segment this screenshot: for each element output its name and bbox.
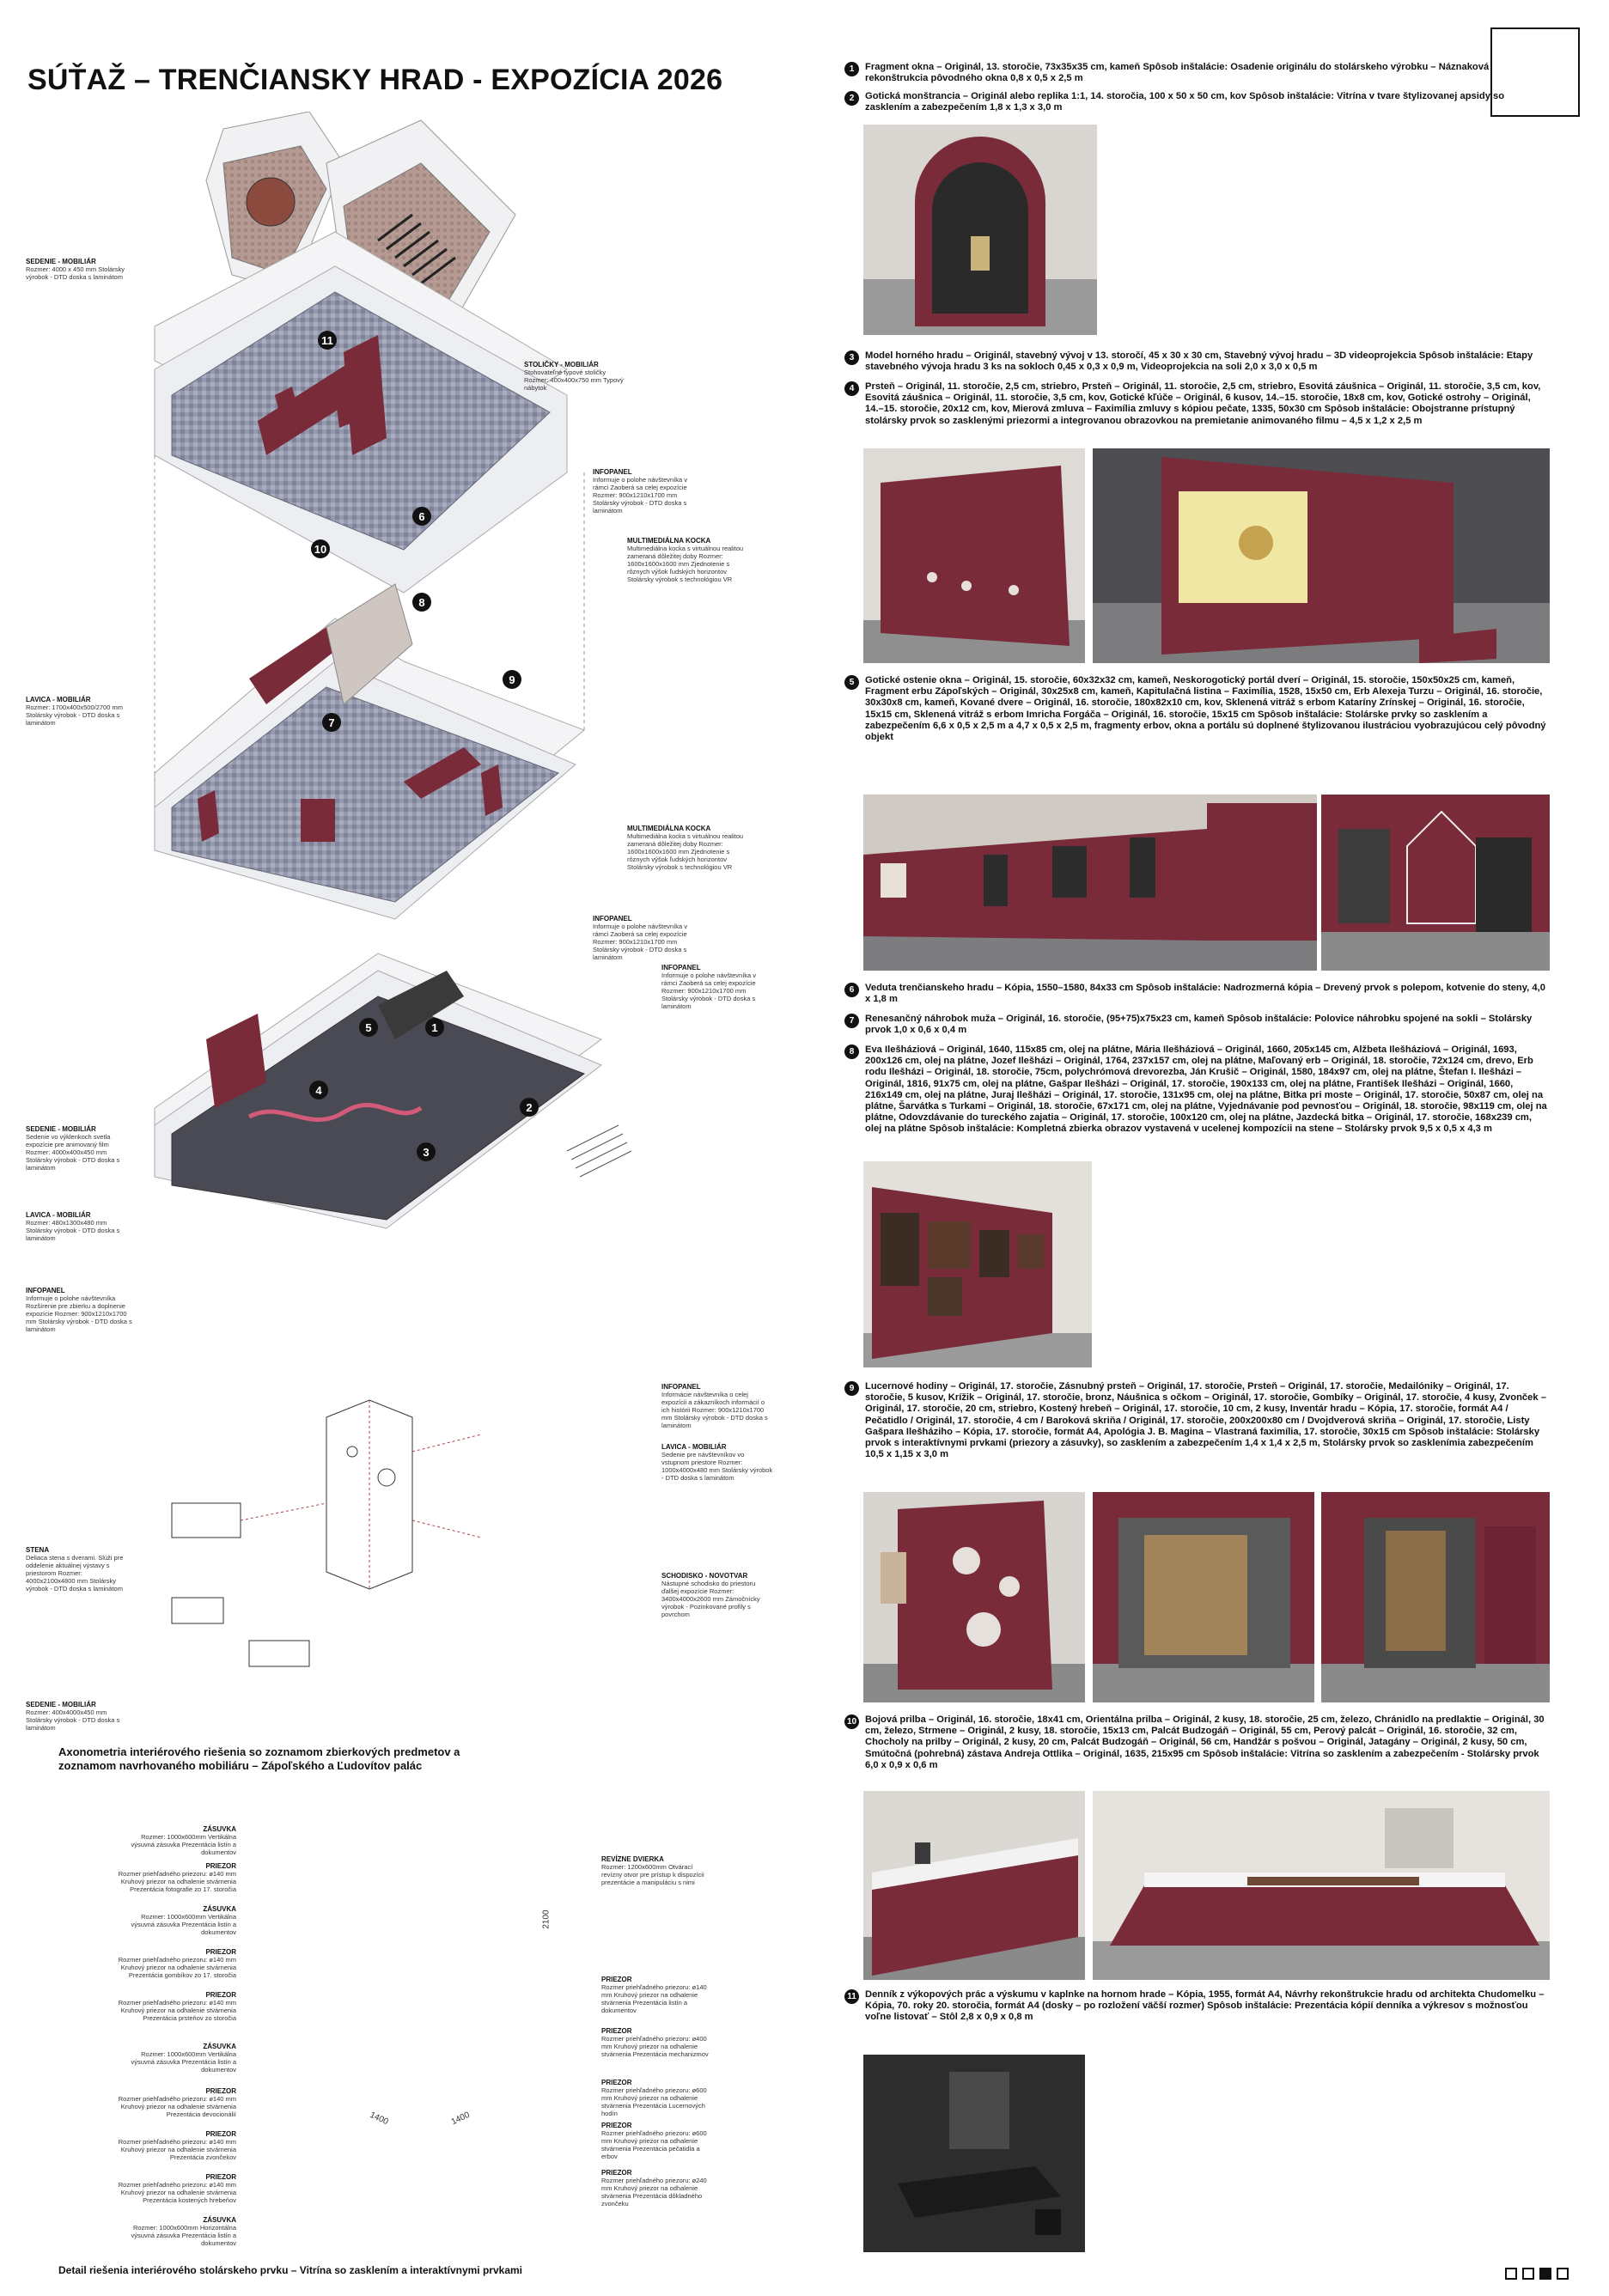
dimension-depth: 1400 [449, 2110, 472, 2128]
render-gothic-wall-b [1321, 795, 1550, 971]
annotation: STOLIČKY - MOBILIÁR Stohovateľné typové stoličky Rozmer: 400x400x750 mm Typový nábytok [524, 361, 624, 392]
list-item [844, 675, 1549, 743]
page-indicator-square [1557, 2268, 1569, 2280]
floor-zapolsky-2 [155, 232, 567, 593]
annotation: INFOPANEL Informuje o polohe návštevníka Rozšírenie pre zbierku a doplnenie expozície Rozmer: 900x1210x1700 mm Stolársky výrobok - DTD doska s laminátom [26, 1287, 132, 1333]
item-text: Gotické ostenie okna – Originál, 15. storočie, 60x32x32 cm, kameň, Neskorogotický portál dverí – Originál, 15. storočie, 150x50x25 cm, kameň, Fragment erbu Zápoľských – Originál, 30x25x8 cm, kameň, Kapitulačná listina – Faximília, 1528, 15x50 cm, Erb Alexeja Turzu – Originál, 16. storočie, 30x30x8 cm, kameň, Kované dvere – Originál, 16. storočie, 180x82x10 cm, kov, Sklenená vitráž s erbom Kataríny Zrínskej – Originál, 16. storočie, 15x15 cm, Sklenená vitráž s erbom Imricha Forgáča – Originál, 16. storočie, 15x15 cm Spôsob inštalácie: Stolárske prvky so zasklením a zabezpečením 6,6 x 0,5 x 2,5 m a 4,7 x 0,5 x 2,5 m, fragmenty erbov, okna a portálu sú doplnené štylizovanou ilustráciou vyobrazujúcou celý pôvodný objekt [865, 675, 1546, 743]
render-painting-wall [863, 1161, 1092, 1367]
render-chapel-table [863, 2055, 1085, 2252]
list-item [844, 1381, 1549, 1460]
annotation: LAVICA - MOBILIÁR Rozmer: 1700x400x500/2700 mm Stolársky výrobok - DTD doska s laminátom [26, 696, 123, 727]
render-cabinet-a [863, 1492, 1085, 1702]
annotation: LAVICA - MOBILIÁR Rozmer: 480x1300x480 mm Stolársky výrobok - DTD doska s laminátom [26, 1211, 120, 1242]
detail-label: REVÍZNE DVIERKA Rozmer: 1200x600mm Otvárací revízny otvor pre prístup k dispozícii prezentácie a manipuláciu s nimi [601, 1855, 704, 1886]
detail-label: PRIEZOR Rozmer priehľadného priezoru: ø140 mm Kruhový priezor na odhalenie stvárnenia Prezentácia listín a dokumentov [601, 1976, 707, 2014]
render-cube-showcase-a [863, 448, 1085, 663]
item-number: 2 [844, 91, 859, 106]
detail-label: PRIEZOR Rozmer priehľadného priezoru: ø140 mm Kruhový priezor na odhalenie stvárnenia Prezentácia fotografie zo 17. storočia [118, 1862, 236, 1893]
render-image [863, 1791, 1085, 1980]
render-image [863, 2055, 1085, 2252]
caption-axonometry: Axonometria interiérového riešenia so zoznamom zbierkových predmetov a zoznamom navrhovaného mobiliáru – Zápoľského a Ľudovítov palác [58, 1745, 460, 1772]
marker-9: 9 [503, 670, 521, 689]
render-image [1321, 795, 1550, 971]
dimension-width: 1400 [368, 2110, 390, 2128]
item-number: 11 [844, 1989, 859, 2004]
item-number: 5 [844, 675, 859, 690]
item-number: 7 [844, 1014, 859, 1028]
item-text: Veduta trenčianskeho hradu – Kópia, 1550–1580, 84x33 cm Spôsob inštalácie: Nadrozmerná kópia – Drevený prvok s polepom, kotvenie do steny, 4,0 x 1,8 m [865, 983, 1545, 1005]
detail-label: PRIEZOR Rozmer priehľadného priezoru: ø400 mm Kruhový priezor na odhalenie stvárnenia Prezentácia mechanizmov [601, 2027, 709, 2058]
detail-label: PRIEZOR Rozmer priehľadného priezoru: ø140 mm Kruhový priezor na odhalenie stvárnenia Prezentácia gombíkov zo 17. storočia [118, 1948, 236, 1979]
item-number: 8 [844, 1044, 859, 1059]
render-cube-showcase-b [1093, 448, 1550, 663]
list-item [844, 1014, 1549, 1036]
list-item [844, 1714, 1549, 1771]
item-text: Model horného hradu – Originál, stavebný vývoj v 13. storočí, 45 x 30 x 30 cm, Stavebný vývoj hradu – 3D videoprojekcia Spôsob inštalácie: Etapy stavebného vývoja hradu 3 ks na sokloch 0,45 x 0,3 x 0,9 m, Videoprojekcia na soli 2,0 x 3,0 x 0,5 m [865, 350, 1533, 373]
render-image [1093, 1492, 1314, 1702]
detail-label: ZÁSUVKA Rozmer: 1000x600mm Vertikálna výsuvná zásuvka Prezentácia listín a dokumentov [131, 1905, 236, 1936]
render-image [1093, 1791, 1550, 1980]
marker-5: 5 [359, 1018, 378, 1037]
item-text: Denník z výkopových prác a výskumu v kaplnke na hornom hrade – Kópia, 1955, formát A4, Návrhy rekonštrukcie hradu od architekta Chudomelku – Kópia, 70. roky 20. storočia, formát A4 (dosky – po rozložení väčší rozmer) Spôsob inštalácie: Prezentácia kópií denníka a výkresov s možnosťou voľne listovať – Stôl 2,8 x 0,9 x 0,8 m [865, 1989, 1545, 2023]
marker-1: 1 [425, 1018, 444, 1037]
item-text: Lucernové hodiny – Originál, 17. storočie, Zásnubný prsteň – Originál, 17. storočie, Prsteň – Originál, 17. storočie, Medailóniky – Originál, 17. storočie, 5 kusov, Krížik – Originál, 17. storočie, bronz, Náušnica s očkom – Originál, 17. storočie, Gombíky – Originál, 17. storočie, 4 kusy, Zvonček – Originál, 17. storočie, 20 cm, striebro, Kostený hrebeň – Originál, 17. storočie, 10 cm, 2 kusy, Inventár hradu – Kópia, 17. storočie, formát A4 / Pečatidlo / Originál, 17. storočie, 4 cm / Baroková skriňa / Originál, 17. storočie, 200x200x80 cm / Dvojdverová skriňa – Originál, 17. storočie, Listy Gašpara Ilešháziho – Kópia, 17. storočie, formát A4, Apológia J. B. Magina – Vlastraná faximília, 17. storočie, 30x15 cm Spôsob inštalácie: Stolársky prvok s interaktívnymi prvkami (priezory a zásuvky), so zasklením a zabezpečením 1,4 x 1,4 x 2,5 m, Stolársky prvok so zasklenímia zabezpečením 10,5 x 1,15 x 3,0 m [865, 1381, 1546, 1460]
render-weapon-showcase-b [1093, 1791, 1550, 1980]
annotation: MULTIMEDIÁLNA KOCKA Multimediálna kocka s virtuálnou realitou zameraná dôležitej doby Rozmer: 1600x1600x1600 mm Zjednotenie s rôznych výšok ľudských horizontov Stolársky výrobok s technológiou VR [627, 537, 744, 583]
marker-3: 3 [417, 1142, 436, 1161]
showcase-detail [172, 1400, 481, 1666]
item-number: 9 [844, 1381, 859, 1396]
render-image [863, 1161, 1092, 1367]
axonometry-column [26, 112, 808, 1744]
item-text: Bojová prilba – Originál, 16. storočie, 18x41 cm, Orientálna prilba – Originál, 2 kusy, 18. storočie, 25 cm, železo, Chránidlo na predlaktie – Originál, 30 cm, železo, Strmene – Originál, 2 kusy, 18. storočie, 15x13 cm, Palcát Budzogáň – Originál, 55 cm, Perový palcát – Originál, 16. storočie, 32 cm, Chocholy na prilby – Originál, 2 kusy, 20 cm, Palcát Budzogáň – Originál, 56 cm, Handžár s pošvou – Originál, Jatagány – Originál, 2 kusy, 50 cm, Smútočná (pohrebná) zástava Andreja Ottlika – Originál, 1635, 215x95 cm Spôsob inštalácie: Vitrína so zasklením a zabezpečením - Stolársky prvok 6,0 x 0,9 x 0,6 m [865, 1714, 1545, 1770]
axonometry-drawing [120, 112, 808, 1744]
list-item [844, 62, 1549, 84]
item-number: 10 [844, 1714, 859, 1729]
render-image [863, 1492, 1085, 1702]
item-text: Gotická monštrancia – Originál alebo replika 1:1, 14. storočia, 100 x 50 x 50 cm, kov Spôsob inštalácie: Vitrína v tvare štylizovanej apsidy so zasklením a zabezpečením 1,8 x 1,3 x 3,0 m [865, 91, 1505, 113]
item-text: Prsteň – Originál, 11. storočie, 2,5 cm, striebro, Prsteň – Originál, 11. storočie, 2,5 cm, striebro, Esovitá záušnica – Originál, 11. storočie, 3,5 cm, kov, Esovitá záušnica – Originál, 11. storočie, 3,5 cm, kov, Gotické kľúče – Originál, 6 kusov, 14.–15. storočie, 18x8 cm, kov, Gotické ostrohy – Originál, 14.–15. storočie, 20x12 cm, kov, Mierová zmluva – Faximília zmluvy s kópiou pečate, 1335, 50x30 cm Spôsob inštalácie: Obojstranne prístupný stolársky prvok so zasklenými priezormi a integrovanou obrazovkou na premietanie animovaného filmu – 4,5 x 1,2 x 2,5 m [865, 381, 1541, 426]
render-weapon-showcase-a [863, 1791, 1085, 1980]
item-text: Fragment okna – Originál, 13. storočie, 73x35x35 cm, kameň Spôsob inštalácie: Osadenie originálu do stolárskeho výrobku – Náznaková rekonštrukcia pôvodného okna 0,8 x 0,5 x 2,5 m [865, 62, 1490, 84]
dimension-height: 2100 [541, 1909, 552, 1929]
caption-detail: Detail riešenia interiérového stolárskeho prvku – Vitrína so zasklením a interaktívnymi prvkami [58, 2264, 522, 2276]
list-item [844, 1044, 1549, 1136]
marker-7: 7 [322, 713, 341, 732]
page-indicator [1505, 2268, 1569, 2280]
page-indicator-square [1505, 2268, 1517, 2280]
detail-label: PRIEZOR Rozmer priehľadného priezoru: ø600 mm Kruhový priezor na odhalenie stvárnenia Prezentácia pečatidla a erbov [601, 2122, 707, 2160]
list-item [844, 983, 1549, 1005]
annotation: INFOPANEL Informuje o polohe návštevníka v rámci Zaoberá sa celej expozície Rozmer: 900x1210x1700 mm Stolársky výrobok - DTD doska s laminátom [593, 915, 688, 961]
detail-label: ZÁSUVKA Rozmer: 1000x600mm Horizontálna výsuvná zásuvka Prezentácia listín a dokumentov [131, 2216, 236, 2247]
floor-ludovit [155, 953, 631, 1228]
item-text: Renesančný náhrobok muža – Originál, 16. storočie, (95+75)x75x23 cm, kameň Spôsob inštalácie: Polovice náhrobku spojené na sokli – Stolársky prvok 1,0 x 0,6 x 0,4 m [865, 1014, 1533, 1036]
list-item [844, 91, 1549, 113]
floor-zapolsky-1 [155, 584, 584, 919]
page-title: SÚŤAŽ – TRENČIANSKY HRAD - EXPOZÍCIA 2026 [27, 64, 723, 96]
render-image [863, 448, 1085, 663]
render-cabinet-b [1093, 1492, 1314, 1702]
item-number: 1 [844, 62, 859, 76]
detail-label: PRIEZOR Rozmer priehľadného priezoru: ø140 mm Kruhový priezor na odhalenie stvárnenia Prezentácia kostených hrebeňov [118, 2173, 236, 2204]
marker-6: 6 [412, 507, 431, 526]
annotation: INFOPANEL Informácie návštevníka o celej expozícii a zákazníkoch informácií o ich histórii Rozmer: 900x1210x1700 mm Stolársky výrobok - DTD doska s laminátom [661, 1383, 768, 1429]
marker-2: 2 [520, 1098, 539, 1117]
marker-8: 8 [412, 593, 431, 612]
list-item [844, 350, 1549, 373]
annotation: INFOPANEL Informuje o polohe návštevníka v rámci Zaoberá sa celej expozície Rozmer: 900x1210x1700 mm Stolársky výrobok - DTD doska s laminátom [661, 964, 757, 1010]
list-item [844, 381, 1549, 427]
render-cabinet-c [1321, 1492, 1550, 1702]
detail-label: PRIEZOR Rozmer priehľadného priezoru: ø600 mm Kruhový priezor na odhalenie stvárnenia Prezentácia Lucernových hodín [601, 2079, 707, 2117]
item-text: Eva Ilešháziová – Originál, 1640, 115x85 cm, olej na plátne, Mária Ilešháziová – Originál, 1660, 205x145 cm, Alžbeta Ilešháziová – Originál, 1693, 200x126 cm, olej na plátne, Jozef Ilešházi – Originál, 1764, 237x157 cm, olej na plátne, Maľovaný erb – Originál, 18. storočie, 72x124 cm, drevo, Erb rodu Ilešházi – Originál, 18. storočie, 75cm, polychrómová drevorezba, Ján Krušič – Originál, 1580, 184x97 cm, olej na plátne, Štefan I. Ilešházi – Originál, 1816, 91x75 cm, olej na plátne, Gašpar Ilešházi – Originál, 17. storočie, 190x133 cm, olej na plátne, František Ilešházi – Originál, 1660, 216x149 cm, olej na plátne, Juraj Ilešházi – Originál, 17. storočie, 131x95 cm, olej na plátne, Bitka pri moste – Originál, 17. storočie, 50x87 cm, olej na plátne, Šarvátka s Turkami – Originál, 18. storočie, 67x171 cm, olej na plátne, Vyjednávanie pod pevnosťou – Originál, 18. storočie, 98x119 cm, olej na plátne, Odovzdávanie do tureckého zajatia – Originál, 17. storočie, 100x120 cm, olej na plátne, Jazdecká bitka – Originál, 17. storočie, 168x239 cm, olej na plátne Spôsob inštalácie: Kompletná zbierka obrazov vystavená v ucelenej kompozícii na stene – Stolársky prvok 9,5 x 0,5 x 4,3 m [865, 1044, 1547, 1135]
render-image [863, 125, 1097, 335]
annotation: STENA Deliaca stena s dverami. Slúži pre oddelenie aktuálnej výstavy s priestorom Rozmer: 4000x2100x4800 mm Stolársky výrobok - DTD doska s laminátom [26, 1546, 124, 1593]
annotation: LAVICA - MOBILIÁR Sedenie pre návštevníkov vo vstupnom priestore Rozmer: 1000x4000x480 mm Stolársky výrobok - DTD doska s laminátom [661, 1443, 773, 1482]
annotation: SEDENIE - MOBILIÁR Rozmer: 400x4000x450 mm Stolársky výrobok - DTD doska s laminátom [26, 1701, 120, 1732]
list-item [844, 1989, 1549, 2024]
render-image [1321, 1492, 1550, 1702]
page-indicator-square [1522, 2268, 1534, 2280]
page-indicator-square-active [1539, 2268, 1551, 2280]
marker-11: 11 [318, 331, 337, 350]
detail-label: ZÁSUVKA Rozmer: 1000x600mm Vertikálna výsuvná zásuvka Prezentácia listín a dokumentov [131, 2043, 236, 2074]
annotation: INFOPANEL Informuje o polohe návštevníka v rámci Zaoberá sa celej expozície Rozmer: 900x1210x1700 mm Stolársky výrobok - DTD doska s laminátom [593, 468, 688, 515]
item-number: 3 [844, 350, 859, 365]
annotation: SEDENIE - MOBILIÁR Sedenie vo výklenkoch svetla expozície pre animovaný film Rozmer: 4000x400x450 mm Stolársky výrobok - DTD doska s laminátom [26, 1125, 120, 1172]
detail-label: PRIEZOR Rozmer priehľadného priezoru: ø240 mm Kruhový priezor na odhalenie stvárnenia Prezentácia dôkladného zvončeku [601, 2169, 707, 2208]
annotation: SCHODISKO - NOVOTVAR Nástupné schodisko do priestoru ďalšej expozície Rozmer: 3400x4000x2600 mm Zámočnícky výrobok - Pozinkované profily s povrchom [661, 1572, 760, 1618]
render-image [1093, 448, 1550, 663]
marker-4: 4 [309, 1081, 328, 1099]
item-number: 4 [844, 381, 859, 396]
detail-label: PRIEZOR Rozmer priehľadného priezoru: ø140 mm Kruhový priezor na odhalenie stvárnenia Prezentácia prsteňov zo storočia [118, 1991, 236, 2022]
annotation: SEDENIE - MOBILIÁR Rozmer: 4000 x 450 mm Stolársky výrobok - DTD doska s laminátom [26, 258, 125, 281]
item-number: 6 [844, 983, 859, 997]
render-apse-showcase [863, 125, 1097, 335]
detail-label: ZÁSUVKA Rozmer: 1000x600mm Vertikálna výsuvná zásuvka Prezentácia listín a dokumentov [131, 1825, 236, 1856]
annotation: MULTIMEDIÁLNA KOCKA Multimediálna kocka s virtuálnou realitou zameraná dôležitej doby Rozmer: 1600x1600x1600 mm Zjednotenie s rôznych výšok ľudských horizontov Stolársky výrobok s technológiou VR [627, 825, 744, 871]
detail-label: PRIEZOR Rozmer priehľadného priezoru: ø140 mm Kruhový priezor na odhalenie stvárnenia Prezentácia devocionálií [118, 2087, 236, 2118]
marker-10: 10 [311, 539, 330, 558]
render-gothic-wall-a [863, 795, 1317, 971]
detail-label: PRIEZOR Rozmer priehľadného priezoru: ø140 mm Kruhový priezor na odhalenie stvárnenia Prezentácia zvončekov [118, 2130, 236, 2161]
render-image [863, 795, 1317, 971]
